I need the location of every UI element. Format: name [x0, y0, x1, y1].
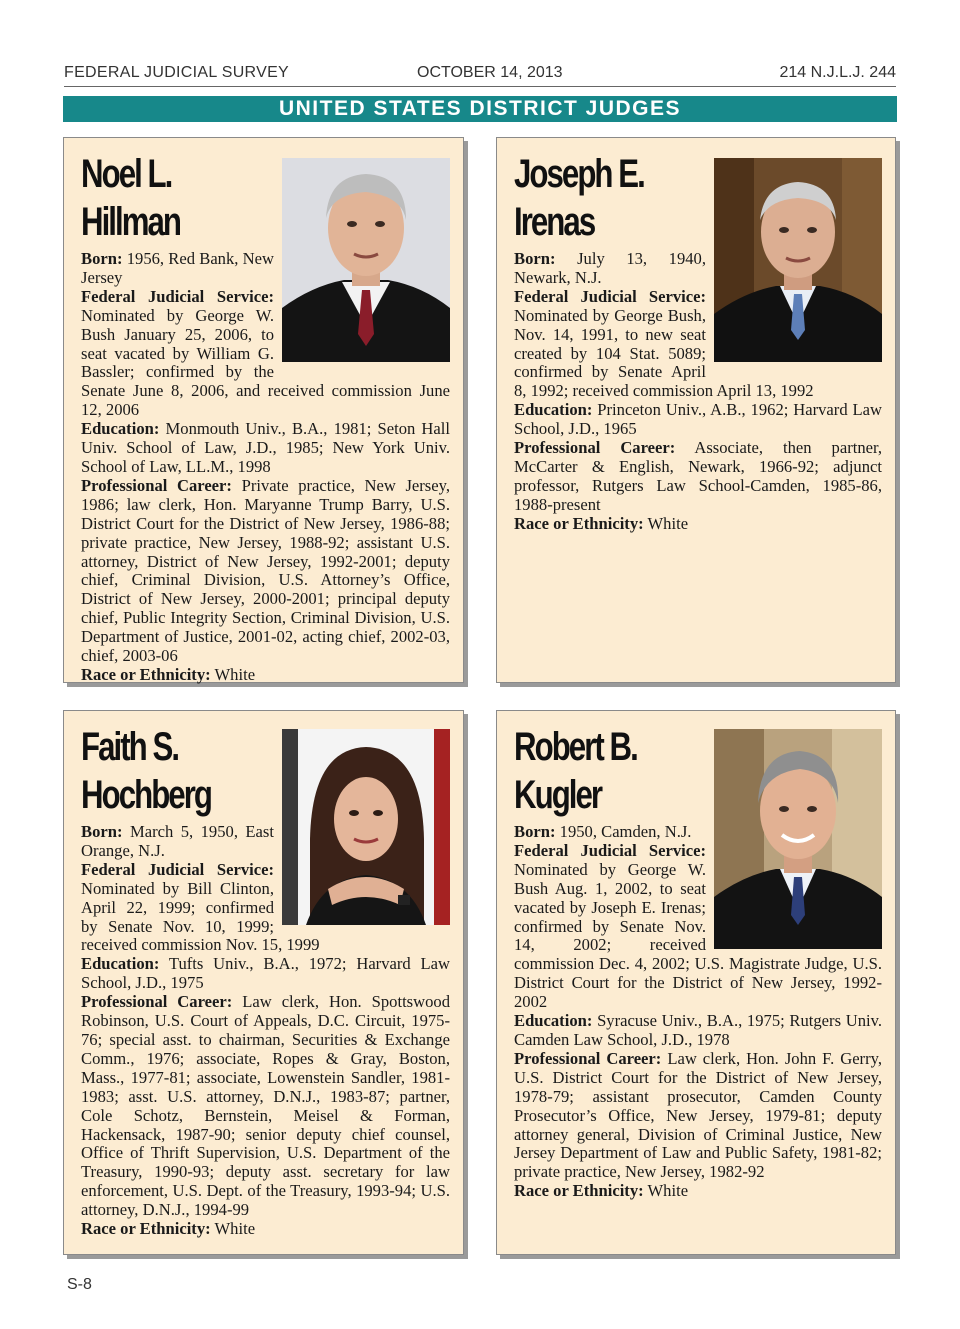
service-value: Nominated by George W. Bush Aug. 1, 2002, to seat vacated by Joseph E. Irenas; confirmed by Senate Nov. 14, 2002; received commission Dec. 4, 2002; U.S. Magistrate Judge, U.S. District Court for the District of New Jersey, 1992-2002 — [514, 859, 882, 1012]
career-value: Law clerk, Hon. John F. Gerry, U.S. District Court for the District of New Jersey, 1978-79; assistant prosecutor, Camden County Prosecutor’s Office, New Jersey, 1979-81; deputy attorney general, Division of Criminal Justice, New Jersey Department of Law and Public Safety, 1981-82; private practice, New Jersey, 1982-92 — [514, 1048, 882, 1182]
service-value: Nominated by George Bush, Nov. 14, 1991, to new seat created by 104 Stat. 5089; confirmed by Senate April 8, 1992; received commission April 13, 1992 — [514, 305, 814, 401]
education-line — [81, 420, 450, 477]
race-label: Race or Ethnicity: — [514, 1181, 644, 1201]
judge-first-name: Noel L. — [81, 152, 172, 196]
born-value: July 13, 1940, Newark, N.J. — [514, 249, 706, 287]
judge-last-name: Hochberg — [81, 773, 212, 817]
judge-first-name: Faith S. — [81, 725, 179, 769]
career-line — [81, 993, 450, 1220]
born-value: 1956, Red Bank, New Jersey — [81, 249, 274, 287]
born-label: Born: — [514, 822, 556, 841]
career-value: Law clerk, Hon. Spottswood Robinson, U.S. Court of Appeals, D.C. Circuit, 1975-76; special asst. to chairman, Securities & Exchange Comm., 1976; associate, Ropes & Gray, Boston, Mass., 1977-81; associate, Lowenstein Sandler, 1981-1983; asst. U.S. attorney, D.N.J., 1983-87; partner, Cole Schotz, Bernstein, Meisel & Forman, Hackensack, 1987-90; senior deputy chief counsel, Office of Thrift Supervision, U.S. Department of the Treasury, 1990-93; deputy asst. secretary for law enforcement, U.S. Dept. of the Treasury, 1993-94; U.S. attorney, D.N.J., 1994-99 — [81, 992, 451, 1220]
race-label: Race or Ethnicity: — [81, 1219, 211, 1239]
born-value: 1950, Camden, N.J. — [559, 822, 692, 841]
race-line — [514, 1182, 882, 1201]
career-value: Associate, then partner, McCarter & English, Newark, 1966-92; adjunct professor, Rutgers Law School-Camden, 1985-86, 1988-present — [514, 438, 883, 514]
judge-last-name: Hillman — [81, 200, 181, 244]
career-value: Private practice, New Jersey, 1986; law clerk, Hon. Maryanne Trump Barry, U.S. District Court for the District of New Jersey, 1986-88; private practice, New Jersey, 1988-92; assistant U.S. attorney, District of New Jersey, 1992-2001; deputy chief, Criminal Division, U.S. Attorney’s Office, District of New Jersey, 2000-2001; principal deputy chief, Public Integrity Section, Criminal Division, U.S. Department of Justice, 2001-02, acting chief, 2002-03, chief, 2003-06 — [81, 475, 450, 666]
running-header — [64, 64, 896, 87]
born-label: Born: — [81, 249, 123, 268]
career-label: Professional Career: — [81, 992, 233, 1012]
born-label: Born: — [81, 822, 123, 841]
judge-card-kugler — [496, 710, 896, 1255]
judge-last-name: Irenas — [514, 200, 595, 244]
citation: 214 N.J.L.J. 244 — [779, 64, 896, 81]
race-label: Race or Ethnicity: — [81, 664, 211, 684]
page-number: S-8 — [67, 1276, 92, 1293]
judge-card-hillman — [63, 137, 464, 683]
judge-last-name: Kugler — [514, 773, 602, 817]
career-label: Professional Career: — [514, 438, 676, 458]
education-line — [514, 401, 882, 439]
education-value: Tufts Univ., B.A., 1972; Harvard Law School, J.D., 1975 — [81, 954, 450, 993]
education-value: Princeton Univ., A.B., 1962; Harvard Law School, J.D., 1965 — [514, 400, 882, 439]
issue-date: OCTOBER 14, 2013 — [417, 64, 563, 81]
judge-first-name: Joseph E. — [514, 152, 644, 196]
education-label: Education: — [81, 954, 160, 974]
education-line — [81, 955, 450, 993]
service-label: Federal Judicial Service: — [514, 286, 706, 306]
service-label: Federal Judicial Service: — [81, 286, 274, 306]
judge-card-hochberg — [63, 710, 464, 1255]
career-label: Professional Career: — [514, 1048, 662, 1068]
career-line — [81, 477, 450, 666]
section-banner: UNITED STATES DISTRICT JUDGES — [63, 96, 897, 122]
service-label: Federal Judicial Service: — [514, 840, 706, 860]
born-label: Born: — [514, 249, 556, 268]
race-value: White — [214, 664, 256, 684]
judge-card-irenas — [496, 137, 896, 683]
publication-name: FEDERAL JUDICIAL SURVEY — [64, 64, 290, 81]
service-value: Nominated by George W. Bush January 25, 2006, to seat vacated by William G. Bassler; confirmed by the Senate June 8, 2006, and received commission June 12, 2006 — [81, 305, 450, 420]
career-label: Professional Career: — [81, 475, 232, 495]
education-value: Monmouth Univ., B.A., 1981; Seton Hall Univ. School of Law, J.D., 1985; New York Univ. School of Law, LL.M., 1998 — [81, 419, 450, 476]
race-value: White — [647, 1181, 689, 1201]
race-label: Race or Ethnicity: — [514, 513, 644, 533]
education-value: Syracuse Univ., B.A., 1975; Rutgers Univ. Camden Law School, J.D., 1978 — [514, 1011, 882, 1049]
education-label: Education: — [514, 1011, 593, 1031]
service-label: Federal Judicial Service: — [81, 859, 274, 879]
race-line — [514, 515, 882, 534]
judge-first-name: Robert B. — [514, 725, 637, 769]
career-line — [514, 1050, 882, 1182]
education-label: Education: — [514, 400, 593, 420]
education-label: Education: — [81, 419, 160, 439]
born-value: March 5, 1950, East Orange, N.J. — [81, 822, 274, 860]
service-value: Nominated by Bill Clinton, April 22, 1999; confirmed by Senate Nov. 10, 1999; received commission Nov. 15, 1999 — [81, 878, 320, 955]
career-line — [514, 439, 882, 515]
race-value: White — [647, 513, 689, 533]
education-line — [514, 1012, 882, 1050]
race-value: White — [214, 1219, 256, 1239]
race-line — [81, 666, 450, 685]
race-line — [81, 1220, 450, 1239]
